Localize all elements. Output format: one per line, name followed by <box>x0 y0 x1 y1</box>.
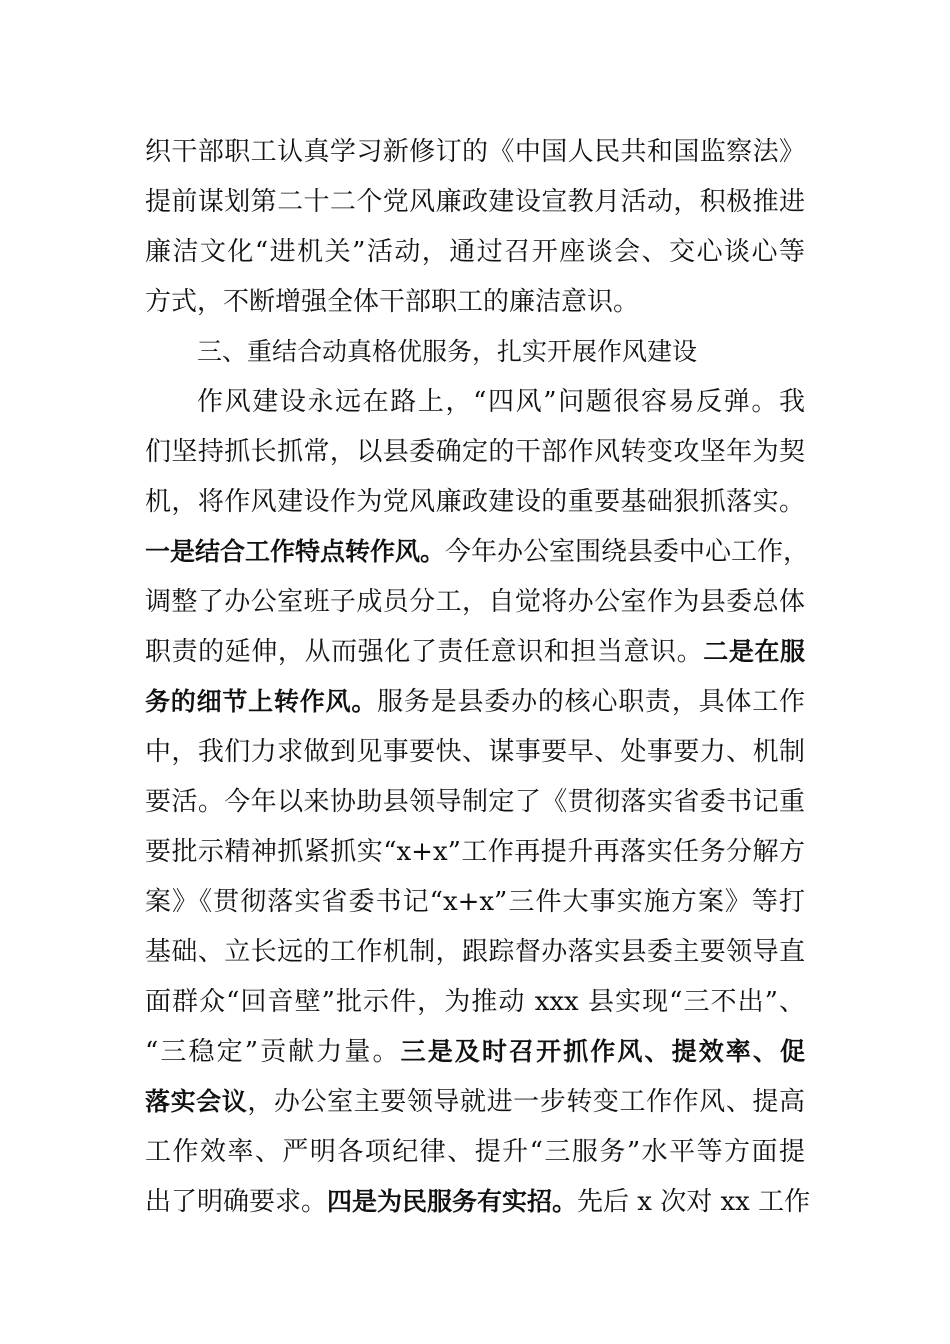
text-run: ，办公室主要领导就进一步转变工作作风、提高 <box>247 1087 805 1117</box>
text-line <box>145 627 805 677</box>
text-line <box>145 677 805 727</box>
text-line: 廉洁文化“进机关”活动，通过召开座谈会、交心谈心等 <box>145 237 805 267</box>
text-line <box>145 1177 811 1227</box>
bold-point: 三是及时召开抓作风、提效率、促 <box>400 1037 805 1066</box>
bold-point: 一是结合工作特点转作风。 <box>145 537 446 566</box>
bold-point: 二是在服 <box>703 637 805 666</box>
text-run: 职责的延伸，从而强化了责任意识和担当意识。 <box>145 637 704 667</box>
text-line: 调整了办公室班子成员分工，自觉将办公室作为县委总体 <box>145 587 805 617</box>
text-line <box>145 527 810 577</box>
text-line: 机，将作风建设作为党风廉政建设的重要基础狠抓落实。 <box>145 487 805 517</box>
text-line <box>145 1077 805 1127</box>
text-line: 工作效率、严明各项纪律、提升“三服务”水平等方面提 <box>145 1137 805 1167</box>
text-line: 方式，不断增强全体干部职工的廉洁意识。 <box>145 287 640 317</box>
text-line <box>145 1027 805 1077</box>
bold-point: 务的细节上转作风。 <box>145 687 378 716</box>
text-run: 今年办公室围绕县委中心工作， <box>445 537 810 567</box>
text-line: 案》《贯彻落实省委书记“x+x”三件大事实施方案》等打 <box>145 887 805 917</box>
bold-point: 四是为民服务有实招。 <box>327 1187 578 1216</box>
text-line: 中，我们力求做到见事要快、谋事要早、处事要力、机制 <box>145 737 805 767</box>
text-run: 服务是县委办的核心职责，具体工作 <box>377 687 805 717</box>
text-line: 们坚持抓长抓常，以县委确定的干部作风转变攻坚年为契 <box>145 437 805 467</box>
text-line: 基础、立长远的工作机制，跟踪督办落实县委主要领导直 <box>145 937 805 967</box>
section-heading: 三、重结合动真格优服务，扎实开展作风建设 <box>197 337 698 366</box>
text-run: 出了明确要求。 <box>145 1187 328 1217</box>
text-run: “三稳定”贡献力量。 <box>145 1037 401 1067</box>
text-run: 先后 x 次对 xx 工作 <box>577 1187 811 1217</box>
text-line: 提前谋划第二十二个党风廉政建设宣教月活动，积极推进 <box>145 187 805 217</box>
bold-point: 落实会议 <box>145 1087 248 1116</box>
text-line: 要活。今年以来协助县领导制定了《贯彻落实省委书记重 <box>145 787 805 817</box>
text-line: 作风建设永远在路上，“四风”问题很容易反弹。我 <box>197 387 805 417</box>
text-line: 要批示精神抓紧抓实“x+x”工作再提升再落实任务分解方 <box>145 837 805 867</box>
text-line: 面群众“回音壁”批示件，为推动 xxx 县实现“三不出”、 <box>145 987 805 1017</box>
text-line: 织干部职工认真学习新修订的《中国人民共和国监察法》 <box>145 137 805 167</box>
